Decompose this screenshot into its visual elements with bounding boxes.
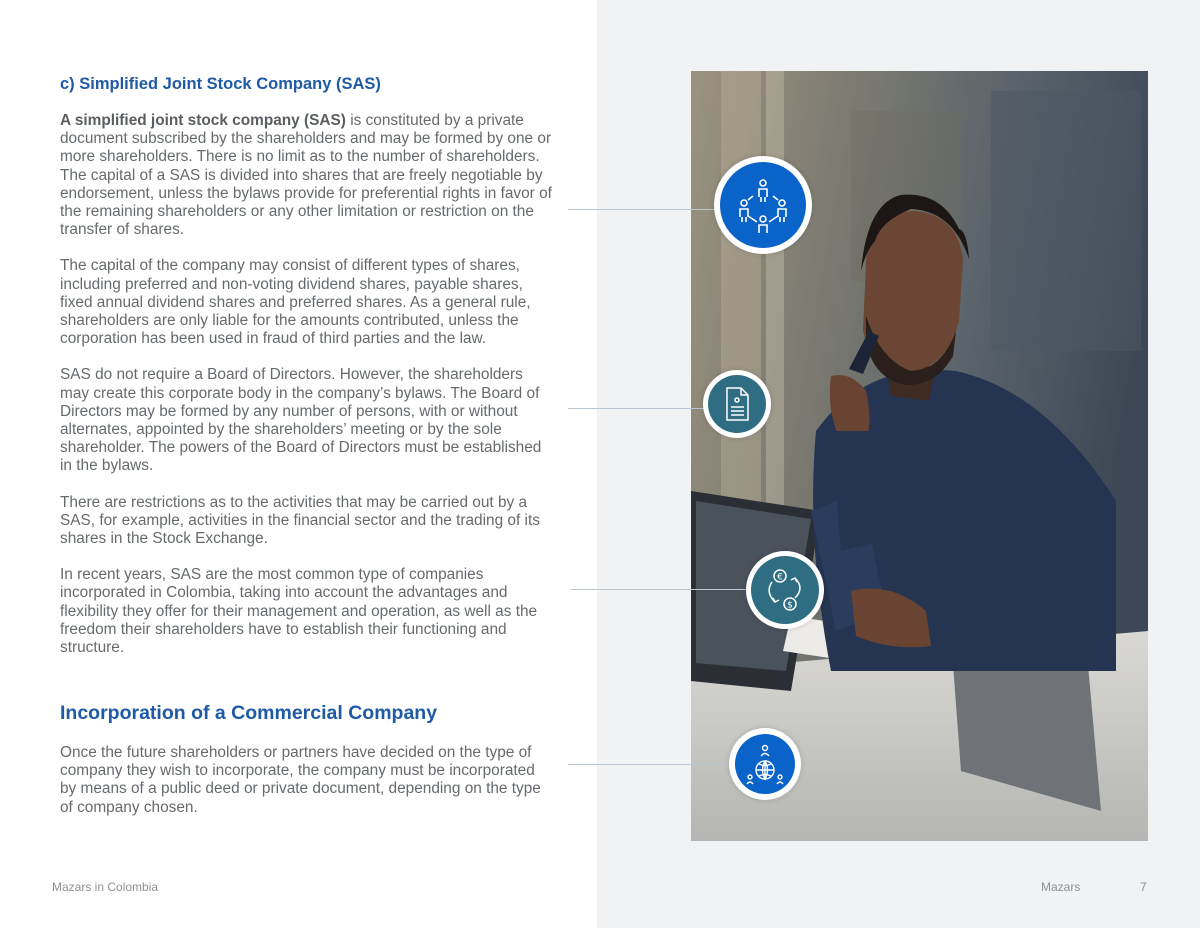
- footer-brand: Mazars: [1041, 880, 1081, 894]
- incorporation-paragraph: Once the future shareholders or partners have decided on the type of company they wish to incorporate, the company must be incorporated by means of a public deed or private document, depending on the type of company chosen.: [60, 744, 541, 816]
- shareholders-badge: [714, 156, 812, 254]
- connector-line-4: [568, 764, 733, 765]
- connector-line-2: [568, 408, 706, 409]
- document-icon: [720, 385, 754, 423]
- svg-text:€: €: [777, 572, 783, 583]
- connector-line-1: [568, 209, 718, 210]
- sas-paragraph-recent-years: In recent years, SAS are the most common type of companies incorporated in Colombia, taking into account the advantages and flexibility they offer for their management and operation, as well as the freedom their shareholders have to establish their functioning and structure.: [60, 566, 538, 657]
- global-person-icon: [745, 743, 785, 785]
- currency-exchange-icon: [759, 564, 811, 616]
- sas-section: [60, 72, 552, 675]
- svg-text:$: $: [787, 600, 793, 611]
- page-number: 7: [1140, 880, 1147, 894]
- footer-left-text: Mazars in Colombia: [52, 880, 159, 894]
- sas-intro-paragraph: [60, 112, 552, 239]
- connector-line-3: [571, 589, 751, 590]
- document-badge: [703, 370, 771, 438]
- sas-paragraph-board: SAS do not require a Board of Directors. However, the shareholders may create this corporate body in the company’s bylaws. The Board of Directors may be formed by any number of persons, with or without alternates, appointed by the shareholders’ meeting or by the sole shareholder. The powers of the Board of Directors must be established in the bylaws.: [60, 366, 542, 475]
- currency-exchange-badge: [746, 551, 824, 629]
- shareholders-network-icon: [732, 174, 794, 236]
- incorporation-heading: Incorporation of a Commercial Company: [60, 702, 438, 724]
- global-person-badge: [729, 728, 801, 800]
- sas-heading: c) Simplified Joint Stock Company (SAS): [60, 75, 381, 93]
- sas-intro-text: is constituted by a private document subscribed by the shareholders and may be formed by one or more shareholders. There is no limit as to the number of shareholders. The capital of a SAS is divided into shares that are freely negotiable by endorsement, unless the bylaws provide for preferential rights in favor of the remaining shareholders or any other limitation or restriction on the transfer of shares.: [60, 112, 552, 239]
- sas-paragraph-restrictions: There are restrictions as to the activities that may be carried out by a SAS, for example, activities in the financial sector and the trading of its shares in the Stock Exchange.: [60, 493, 540, 548]
- sas-intro-bold: A simplified joint stock company (SAS): [60, 112, 346, 129]
- sas-paragraph-capital: The capital of the company may consist of different types of shares, including preferred and non-voting dividend shares, payable shares, fixed annual dividend shares and preferred shares. As a general rule, shareholders are only liable for the amounts contributed, unless the corporation has been used in fraud of third parties and the law.: [60, 257, 531, 348]
